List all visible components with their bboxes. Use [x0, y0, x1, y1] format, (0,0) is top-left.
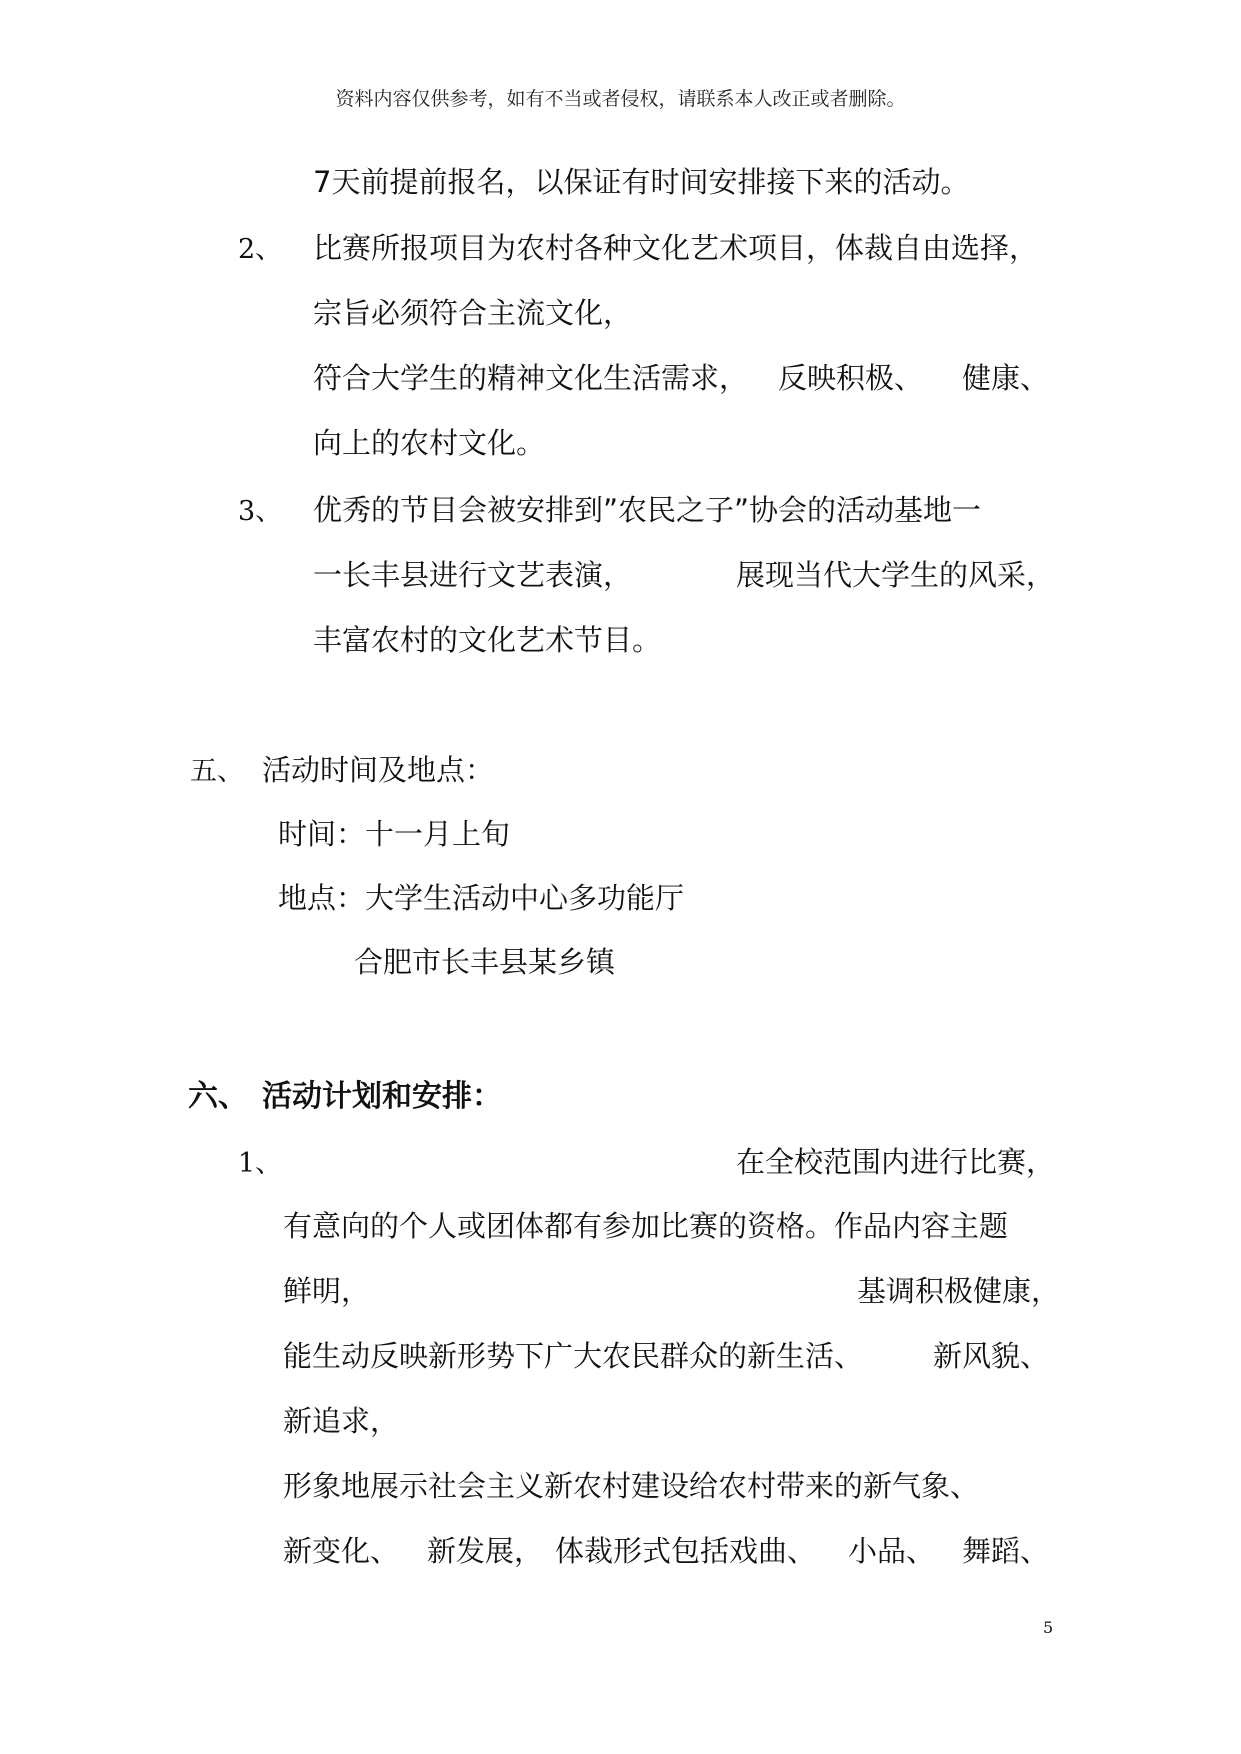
paragraph-line: 健康、 — [962, 361, 1050, 395]
list-number: 2、 — [238, 234, 283, 265]
paragraph-line: 有意向的个人或团体都有参加比赛的资格。作品内容主题 — [283, 1209, 1009, 1243]
list-number: 3、 — [238, 496, 283, 527]
disclaimer-header: 资料内容仅供参考，如有不当或者侵权，请联系本人改正或者删除。 — [335, 88, 906, 110]
list-number: 1、 — [238, 1148, 283, 1179]
paragraph-line: 优秀的节目会被安排到”农民之子”协会的活动基地一 — [313, 493, 982, 527]
paragraph-line: 新发展， — [427, 1534, 544, 1568]
paragraph-line: 一长丰县进行文艺表演， — [313, 558, 633, 592]
page-number: 5 — [1043, 1618, 1054, 1637]
paragraph-line: 形象地展示社会主义新农村建设给农村带来的新气象、 — [283, 1469, 980, 1503]
paragraph-line: 丰富农村的文化艺术节目。 — [313, 623, 662, 657]
paragraph-line: 展现当代大学生的风采， — [736, 558, 1056, 592]
paragraph-line: 合肥市长丰县某乡镇 — [354, 945, 616, 979]
paragraph-line: 符合大学生的精神文化生活需求， — [313, 361, 749, 395]
paragraph-line: 比赛所报项目为农村各种文化艺术项目，体裁自由选择， — [313, 231, 1039, 265]
section-number: 六、 — [188, 1079, 248, 1114]
paragraph-line: 7天前提前报名，以保证有时间安排接下来的活动。 — [313, 165, 970, 199]
paragraph-line: 舞蹈、 — [962, 1534, 1050, 1568]
paragraph-line: 基调积极健康， — [857, 1274, 1061, 1308]
paragraph-line: 新风貌、 — [933, 1339, 1050, 1373]
paragraph-line: 体裁形式包括戏曲、 — [555, 1534, 817, 1568]
paragraph-line: 地点：大学生活动中心多功能厅 — [278, 881, 685, 915]
paragraph-line: 小品、 — [848, 1534, 936, 1568]
paragraph-line: 鲜明， — [283, 1274, 371, 1308]
paragraph-line: 在全校范围内进行比赛， — [736, 1145, 1056, 1179]
paragraph-line: 能生动反映新形势下广大农民群众的新生活、 — [283, 1339, 864, 1373]
paragraph-line: 新变化、 — [283, 1534, 400, 1568]
paragraph-line: 宗旨必须符合主流文化， — [313, 296, 633, 330]
section-heading: 活动计划和安排： — [262, 1079, 502, 1114]
section-heading: 活动时间及地点： — [262, 753, 495, 787]
section-number: 五、 — [190, 756, 244, 787]
paragraph-line: 反映积极、 — [778, 361, 924, 395]
paragraph-line: 向上的农村文化。 — [313, 426, 546, 460]
paragraph-line: 新追求， — [283, 1404, 400, 1438]
paragraph-line: 时间：十一月上旬 — [278, 817, 511, 851]
